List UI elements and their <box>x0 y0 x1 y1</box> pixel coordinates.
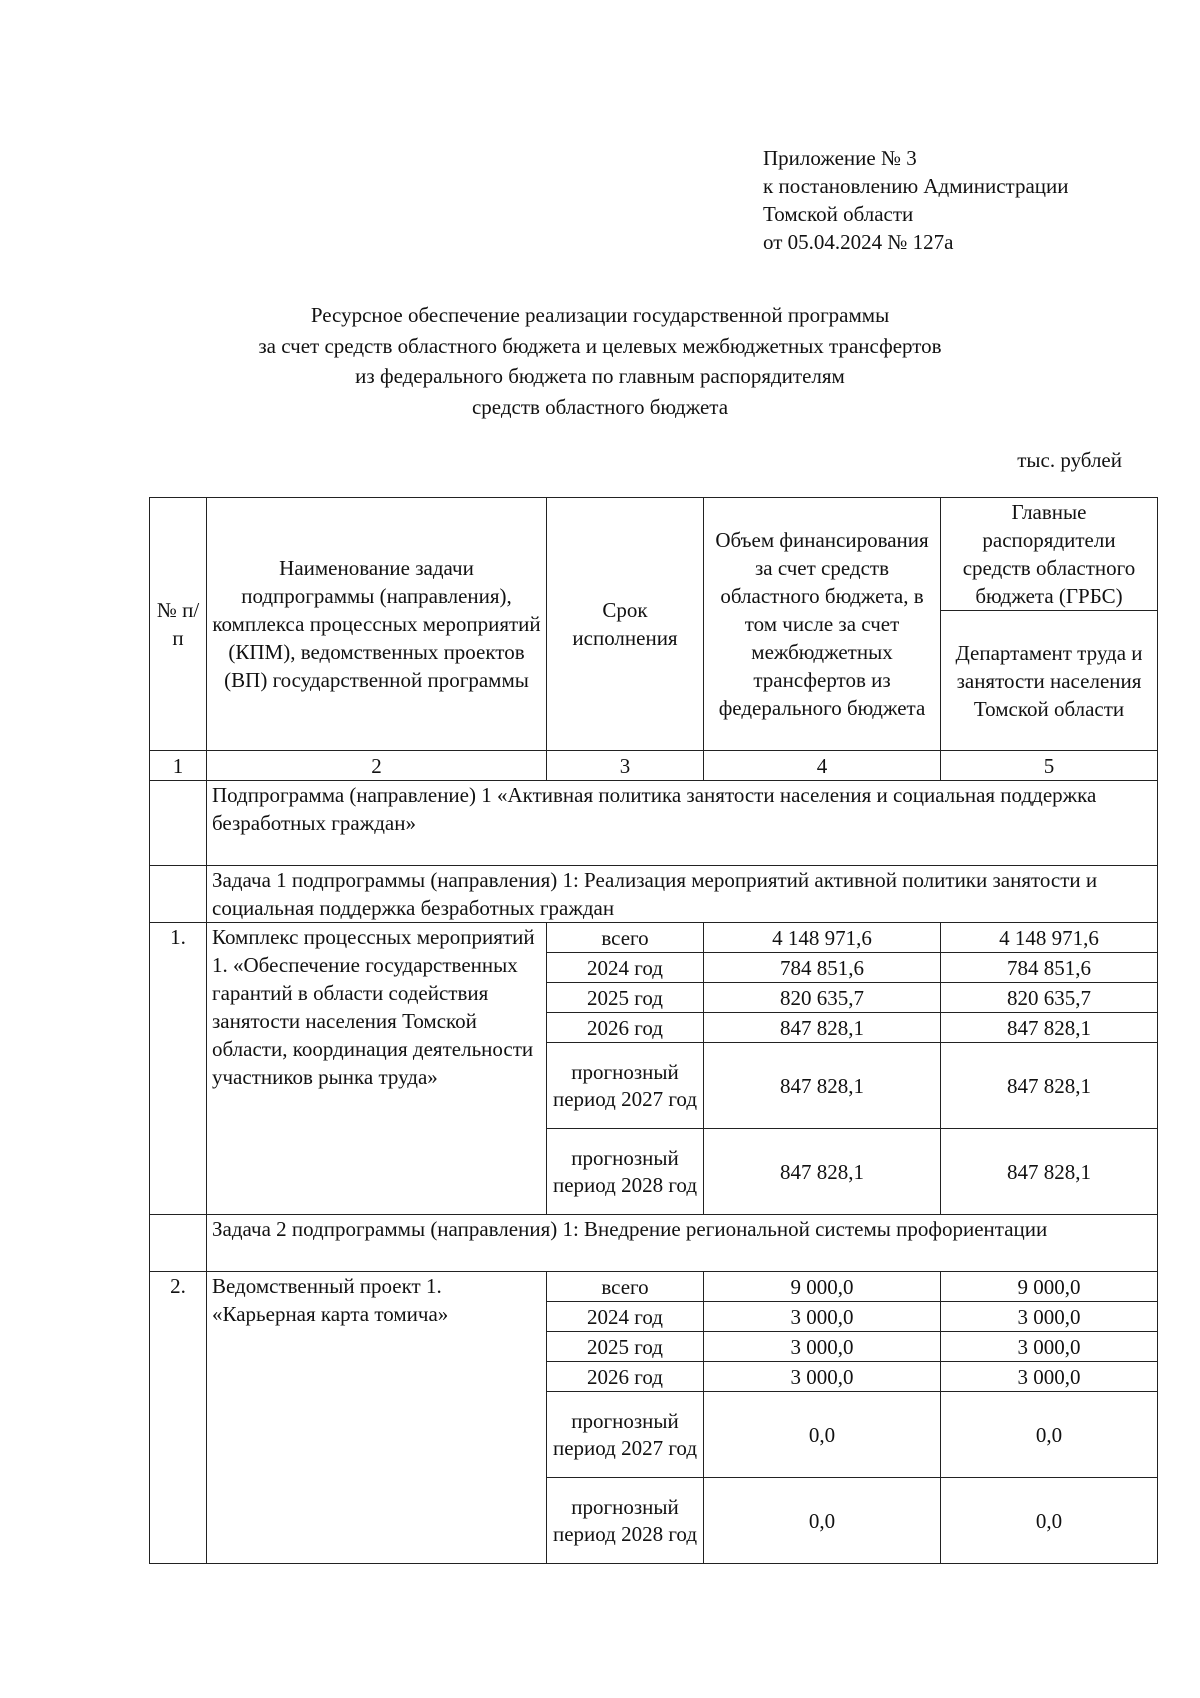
grbs-cell: 4 148 971,6 <box>941 923 1158 953</box>
empty-cell <box>150 781 207 866</box>
task-row <box>150 866 1158 923</box>
header-num: № п/п <box>150 498 207 751</box>
header-grbs: Главные распорядители средств областного бюджета (ГРБС) <box>941 498 1158 611</box>
item-number: 1. <box>150 923 207 1215</box>
term-cell: прогнозный период 2028 год <box>547 1129 704 1215</box>
grbs-cell: 0,0 <box>941 1392 1158 1478</box>
term-cell: 2025 год <box>547 1332 704 1362</box>
header-volume: Объем финансирования за счет средств областного бюджета, в том числе за счет межбюджетных трансфертов из федерального бюджета <box>704 498 941 751</box>
term-cell: всего <box>547 1272 704 1302</box>
grbs-cell: 820 635,7 <box>941 983 1158 1013</box>
header-term: Срок исполнения <box>547 498 704 751</box>
volume-cell: 0,0 <box>704 1478 941 1564</box>
col-number: 1 <box>150 751 207 781</box>
grbs-cell: 847 828,1 <box>941 1043 1158 1129</box>
volume-cell: 3 000,0 <box>704 1302 941 1332</box>
item-number: 2. <box>150 1272 207 1564</box>
term-cell: всего <box>547 923 704 953</box>
volume-cell: 0,0 <box>704 1392 941 1478</box>
units-label: тыс. рублей <box>1017 448 1122 472</box>
volume-cell: 3 000,0 <box>704 1362 941 1392</box>
appendix-line: от 05.04.2024 № 127а <box>763 230 954 254</box>
item-name: Комплекс процессных мероприятий 1. «Обеспечение государственных гарантий в области содействия занятости населения Томской области, координация деятельности участников рынка труда» <box>207 923 547 1215</box>
title-line: средств областного бюджета <box>471 394 729 419</box>
column-number-row <box>150 751 1158 781</box>
document-title <box>0 300 1200 422</box>
title-line: Ресурсное обеспечение реализации государственной программы <box>310 303 890 327</box>
term-cell: 2024 год <box>547 953 704 983</box>
grbs-cell: 3 000,0 <box>941 1302 1158 1332</box>
volume-cell: 9 000,0 <box>704 1272 941 1302</box>
volume-cell: 847 828,1 <box>704 1043 941 1129</box>
title-line: из федерального бюджета по главным распорядителям <box>355 364 845 388</box>
subprogram-row <box>150 781 1158 866</box>
empty-cell <box>150 866 207 923</box>
volume-cell: 847 828,1 <box>704 1129 941 1215</box>
grbs-cell: 3 000,0 <box>941 1332 1158 1362</box>
grbs-cell: 0,0 <box>941 1478 1158 1564</box>
item-name: Ведомственный проект 1. «Карьерная карта томича» <box>207 1272 547 1564</box>
volume-cell: 3 000,0 <box>704 1332 941 1362</box>
header-grbs-sub: Департамент труда и занятости населения Томской области <box>941 611 1158 751</box>
subprogram-title: Подпрограмма (направление) 1 «Активная политика занятости населения и социальная поддержка безработных граждан» <box>207 781 1158 866</box>
volume-cell: 4 148 971,6 <box>704 923 941 953</box>
term-cell: прогнозный период 2028 год <box>547 1478 704 1564</box>
funding-row <box>150 923 1158 953</box>
task-title: Задача 2 подпрограммы (направления) 1: Внедрение региональной системы профориентации <box>207 1215 1158 1272</box>
header-row <box>150 498 1158 611</box>
volume-cell: 847 828,1 <box>704 1013 941 1043</box>
col-number: 2 <box>207 751 547 781</box>
appendix-note <box>763 144 1069 256</box>
appendix-line: Томской области <box>763 202 914 226</box>
col-number: 3 <box>547 751 704 781</box>
grbs-cell: 847 828,1 <box>941 1129 1158 1215</box>
grbs-cell: 9 000,0 <box>941 1272 1158 1302</box>
header-name: Наименование задачи подпрограммы (направления), комплекса процессных мероприятий (КПМ), ведомственных проектов (ВП) государственной программы <box>207 498 547 751</box>
appendix-line: к постановлению Администрации <box>763 174 1069 198</box>
term-cell: 2026 год <box>547 1362 704 1392</box>
term-cell: 2024 год <box>547 1302 704 1332</box>
col-number: 5 <box>941 751 1158 781</box>
task-title: Задача 1 подпрограммы (направления) 1: Реализация мероприятий активной политики занятости и социальная поддержка безработных граждан <box>207 866 1158 923</box>
appendix-line: Приложение № 3 <box>763 146 917 170</box>
term-cell: прогнозный период 2027 год <box>547 1392 704 1478</box>
col-number: 4 <box>704 751 941 781</box>
grbs-cell: 784 851,6 <box>941 953 1158 983</box>
volume-cell: 820 635,7 <box>704 983 941 1013</box>
funding-row <box>150 1272 1158 1302</box>
empty-cell <box>150 1215 207 1272</box>
term-cell: 2026 год <box>547 1013 704 1043</box>
title-line: за счет средств областного бюджета и целевых межбюджетных трансфертов <box>258 333 942 358</box>
volume-cell: 784 851,6 <box>704 953 941 983</box>
resource-table <box>149 497 1158 1564</box>
term-cell: 2025 год <box>547 983 704 1013</box>
term-cell: прогнозный период 2027 год <box>547 1043 704 1129</box>
task-row <box>150 1215 1158 1272</box>
grbs-cell: 3 000,0 <box>941 1362 1158 1392</box>
grbs-cell: 847 828,1 <box>941 1013 1158 1043</box>
